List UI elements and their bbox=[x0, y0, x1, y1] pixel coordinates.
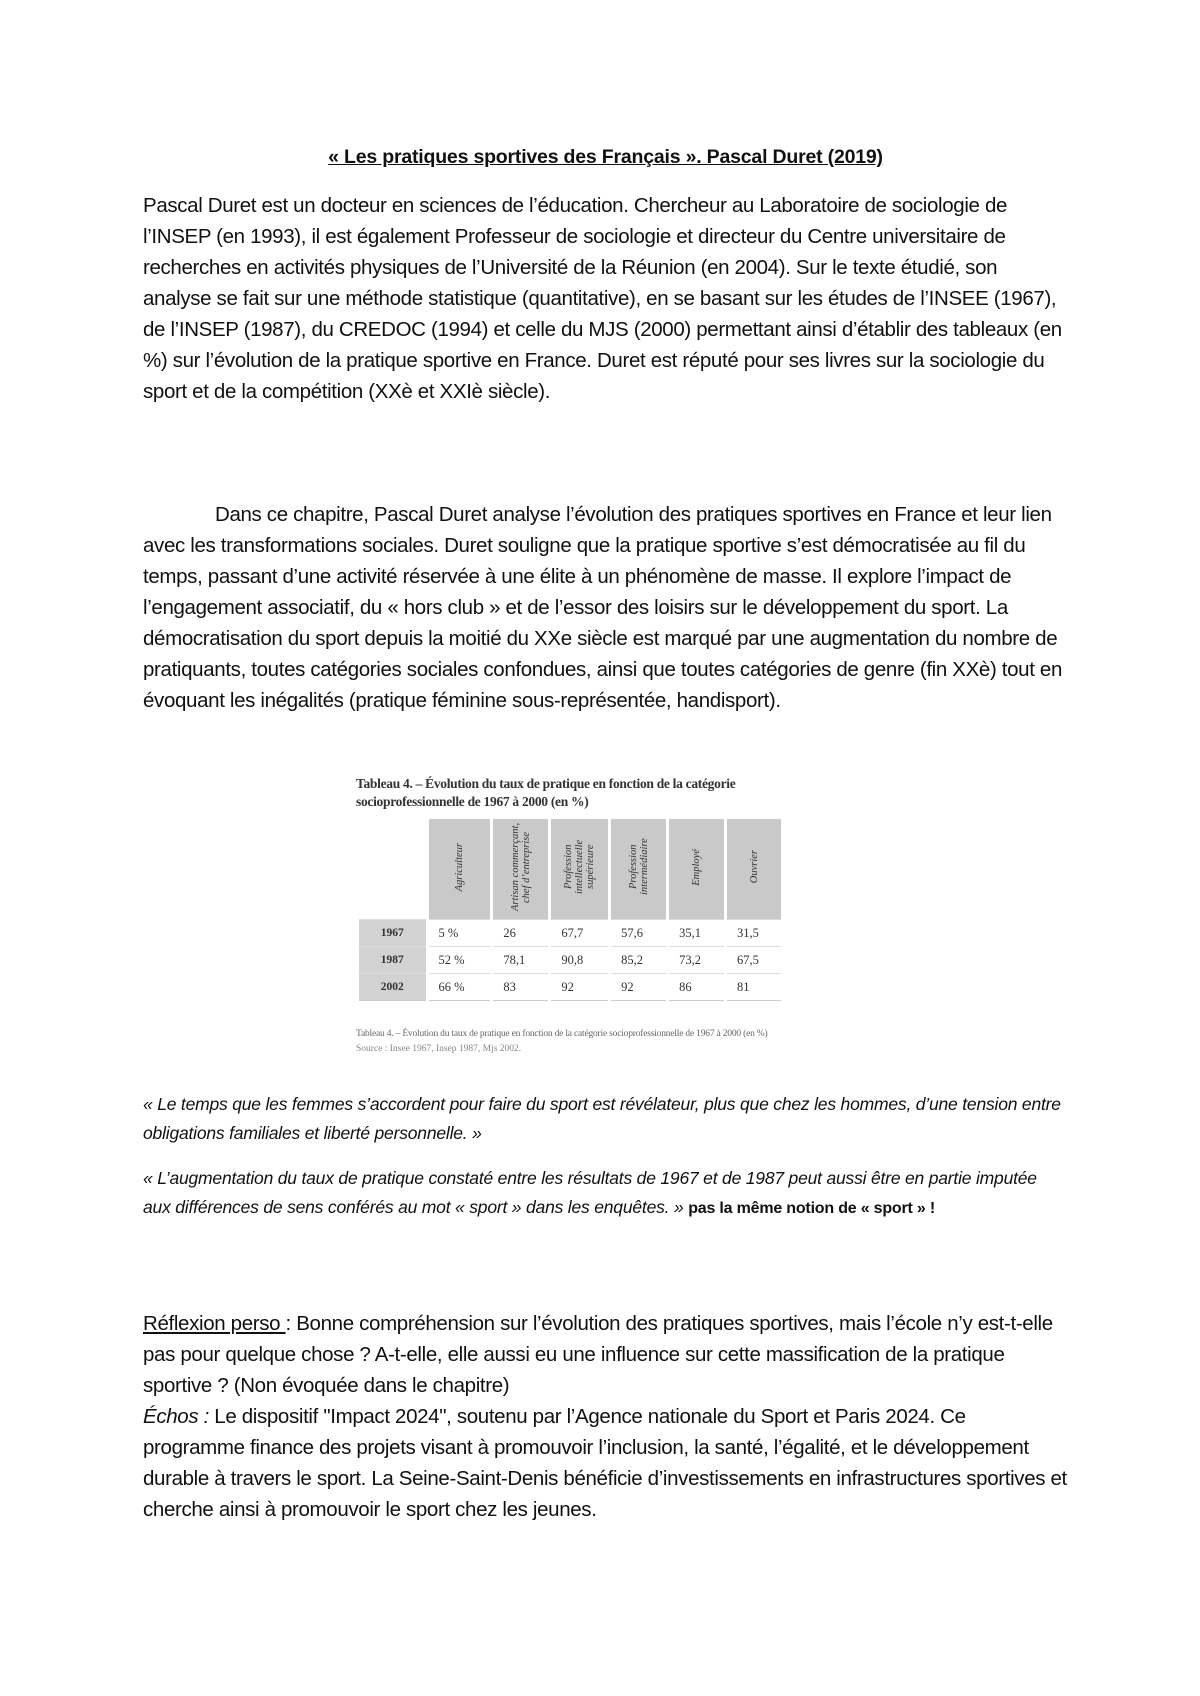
table-cell: 90,8 bbox=[550, 947, 610, 974]
year-cell: 1967 bbox=[358, 920, 428, 947]
table-cell: 31,5 bbox=[726, 920, 782, 947]
table-row bbox=[358, 920, 782, 947]
table-cell: 52 % bbox=[427, 947, 492, 974]
table-cell: 92 bbox=[550, 974, 610, 1001]
table-cell: 78,1 bbox=[492, 947, 550, 974]
year-cell: 1987 bbox=[358, 947, 428, 974]
table-cell: 86 bbox=[668, 974, 726, 1001]
table-cell: 83 bbox=[492, 974, 550, 1001]
year-cell: 2002 bbox=[358, 974, 428, 1001]
quote-sport-meaning bbox=[143, 1164, 1068, 1223]
table-corner bbox=[358, 819, 428, 920]
table-cell: 26 bbox=[492, 920, 550, 947]
quote-women-time: « Le temps que les femmes s’accordent pour faire du sport est révélateur, plus que chez les hommes, d’une tension entre obligations familiales et liberté personnelle. » bbox=[143, 1094, 1061, 1143]
table-cell: 85,2 bbox=[610, 947, 668, 974]
quote-comment: pas la même notion de « sport » ! bbox=[688, 1200, 935, 1217]
table-cell: 57,6 bbox=[610, 920, 668, 947]
column-header: Artisan commerçant, chef d’entreprise bbox=[492, 819, 550, 920]
table-cell: 73,2 bbox=[668, 947, 726, 974]
document-title: « Les pratiques sportives des Français ». Pascal Duret (2019) bbox=[328, 146, 883, 168]
column-header: Profession intellectuelle supérieure bbox=[550, 819, 610, 920]
column-header: Agriculteur bbox=[427, 819, 492, 920]
table-cell: 67,5 bbox=[726, 947, 782, 974]
table-row bbox=[358, 974, 782, 1001]
table-cell: 66 % bbox=[427, 974, 492, 1001]
table-row bbox=[358, 947, 782, 974]
table-title: Tableau 4. – Évolution du taux de pratique en fonction de la catégorie socioprofessionnelle de 1967 à 2000 (en %) bbox=[356, 776, 736, 809]
column-header: Employé bbox=[668, 819, 726, 920]
reflexion-paragraph bbox=[143, 1308, 1068, 1525]
reflexion-label: Réflexion perso bbox=[143, 1312, 286, 1335]
analysis-paragraph: Dans ce chapitre, Pascal Duret analyse l’évolution des pratiques sportives en France et leur lien avec les transformations sociales. Duret souligne que la pratique sportive s’est démocratisée au fil du temps, passant d’une activité réservée à une élite à un phénomène de masse. Il explore l’impact de l’engagement associatif, du « hors club » et de l’essor des loisirs sur le développement du sport. La démocratisation du sport depuis la moitié du XXe siècle est marqué par une augmentation du nombre de pratiquants, toutes catégories sociales confondues, ainsi que toutes catégories de genre (fin XXè) tout en évoquant les inégalités (pratique féminine sous-représentée, handisport). bbox=[143, 503, 1063, 712]
table-cell: 81 bbox=[726, 974, 782, 1001]
table-header-row bbox=[358, 819, 782, 920]
column-header: Ouvrier bbox=[726, 819, 782, 920]
table-caption: Tableau 4. – Évolution du taux de pratique en fonction de la catégorie socioprofessionnelle de 1967 à 2000 (en %) bbox=[356, 1029, 768, 1039]
practice-rate-table bbox=[356, 819, 781, 1001]
table-figure bbox=[356, 775, 816, 1057]
table-source: Source : Insee 1967, Insep 1987, Mjs 2002. bbox=[356, 1044, 522, 1054]
reflexion-text: : Bonne compréhension sur l’évolution des pratiques sportives, mais l’école n’y est-t-elle pas pour quelque chose ? A-t-elle, elle aussi eu une influence sur cette massification de la pratique sportive ? (Non évoquée dans le chapitre) bbox=[143, 1312, 1053, 1397]
intro-paragraph: Pascal Duret est un docteur en sciences de l’éducation. Chercheur au Laboratoire de sociologie de l’INSEP (en 1993), il est également Professeur de sociologie et directeur du Centre universitaire de recherches en activités physiques de l’Université de la Réunion (en 2004). Sur le texte étudié, son analyse se fait sur une méthode statistique (quantitative), en se basant sur les études de l’INSEE (1967), de l’INSEP (1987), du CREDOC (1994) et celle du MJS (2000) permettant ainsi d’établir des tableaux (en %) sur l’évolution de la pratique sportive en France. Duret est réputé pour ses livres sur la sociologie du sport et de la compétition (XXè et XXIè siècle). bbox=[143, 194, 1062, 403]
quote-text: « L’augmentation du taux de pratique constaté entre les résultats de 1967 et de 1987 peut aussi être en partie imputée aux différences de sens conférés au mot « sport » dans les enquêtes. » bbox=[143, 1168, 1037, 1217]
echos-label: Échos : bbox=[143, 1405, 209, 1428]
table-cell: 35,1 bbox=[668, 920, 726, 947]
table-cell: 67,7 bbox=[550, 920, 610, 947]
table-cell: 5 % bbox=[427, 920, 492, 947]
column-header: Profession intermédiaire bbox=[610, 819, 668, 920]
table-cell: 92 bbox=[610, 974, 668, 1001]
echos-text: Le dispositif "Impact 2024", soutenu par l’Agence nationale du Sport et Paris 2024. Ce programme finance des projets visant à promouvoir l’inclusion, la santé, l’égalité, et le développement durable à travers le sport. La Seine-Saint-Denis bénéficie d’investissements en infrastructures sportives et cherche ainsi à promouvoir le sport chez les jeunes. bbox=[143, 1405, 1067, 1521]
